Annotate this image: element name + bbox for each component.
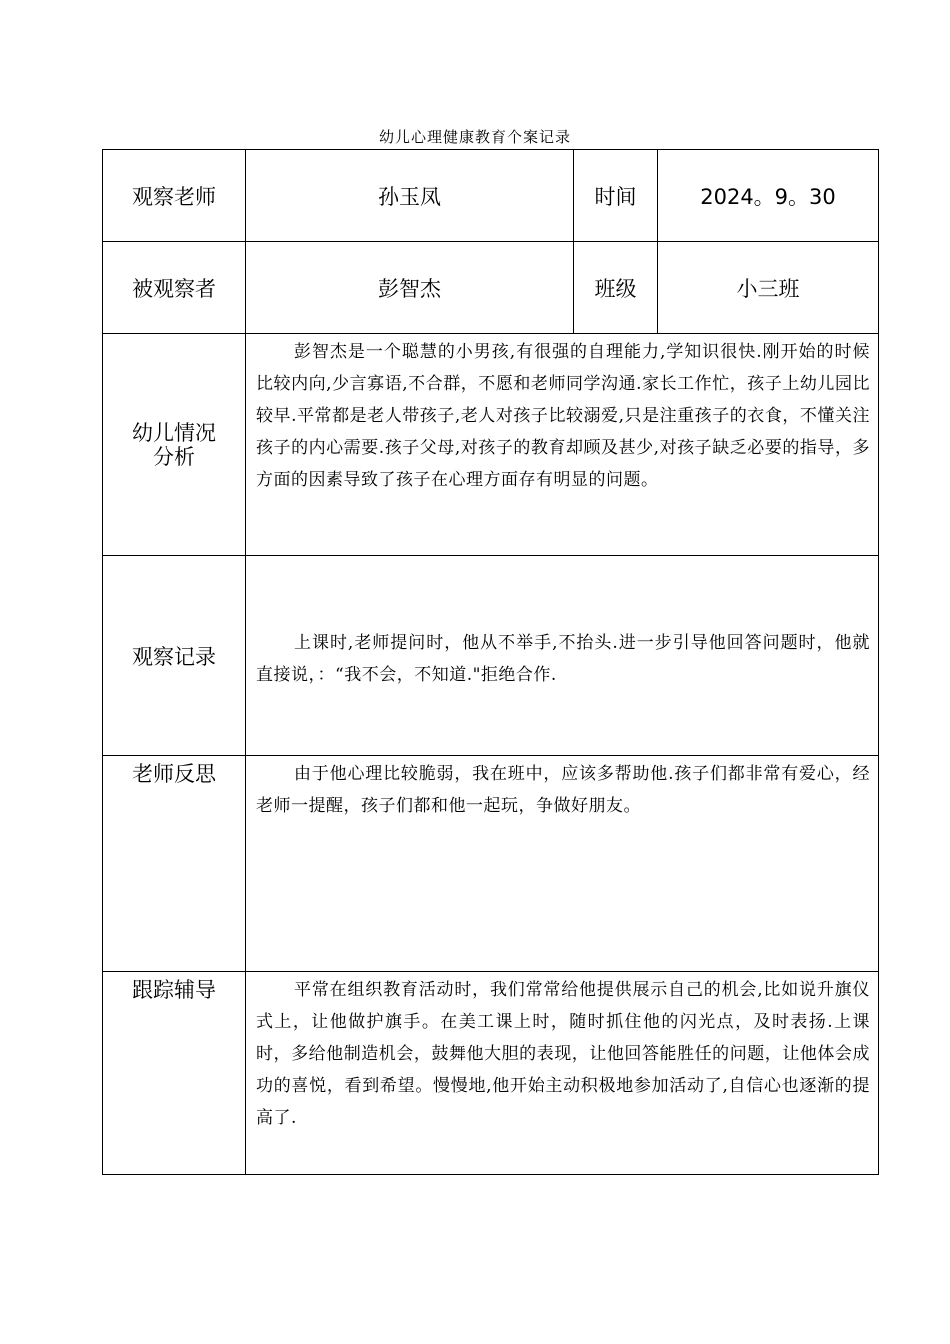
analysis-row — [103, 334, 879, 556]
observer-label: 观察老师 — [103, 150, 246, 242]
analysis-text: 彭智杰是一个聪慧的小男孩,有很强的自理能力,学知识很快.刚开始的时候比较内向,少言寡语,不合群，不愿和老师同学沟通.家长工作忙，孩子上幼儿园比较早.平常都是老人带孩子,老人对孩子比较溺爱,只是注重孩子的衣食，不懂关注孩子的内心需要.孩子父母,对孩子的教育却顾及甚少,对孩子缺乏必要的指导，多方面的因素导致了孩子在心理方面存有明显的问题。 — [246, 334, 879, 556]
class-value: 小三班 — [658, 242, 879, 334]
followup-row — [103, 972, 879, 1175]
observation-label: 观察记录 — [103, 556, 246, 756]
analysis-label — [103, 334, 246, 556]
subject-row — [103, 242, 879, 334]
document-title: 幼儿心理健康教育个案记录 — [378, 128, 571, 146]
case-record-table — [102, 149, 879, 1175]
reflection-text: 由于他心理比较脆弱，我在班中，应该多帮助他.孩子们都非常有爱心，经老师一提醒，孩子们都和他一起玩，争做好朋友。 — [246, 756, 879, 972]
followup-label: 跟踪辅导 — [103, 972, 246, 1175]
observer-value: 孙玉凤 — [246, 150, 574, 242]
observation-text: 上课时,老师提问时，他从不举手,不抬头.进一步引导他回答问题时，他就直接说，：“我不会，不知道."拒绝合作. — [246, 556, 879, 756]
followup-text: 平常在组织教育活动时，我们常常给他提供展示自己的机会,比如说升旗仪式上，让他做护旗手。在美工课上时，随时抓住他的闪光点，及时表扬.上课时，多给他制造机会，鼓舞他大胆的表现，让他回答能胜任的问题，让他体会成功的喜悦，看到希望。慢慢地,他开始主动积极地参加活动了,自信心也逐渐的提高了. — [246, 972, 879, 1175]
reflection-row — [103, 756, 879, 972]
subject-label: 被观察者 — [103, 242, 246, 334]
subject-value: 彭智杰 — [246, 242, 574, 334]
time-label: 时间 — [574, 150, 658, 242]
observer-row — [103, 150, 879, 242]
class-label: 班级 — [574, 242, 658, 334]
analysis-label-line2: 分析 — [153, 444, 195, 469]
observation-row — [103, 556, 879, 756]
analysis-label-line1: 幼儿情况 — [132, 420, 216, 445]
time-value: 2024。9。30 — [658, 150, 879, 242]
reflection-label: 老师反思 — [103, 756, 246, 972]
